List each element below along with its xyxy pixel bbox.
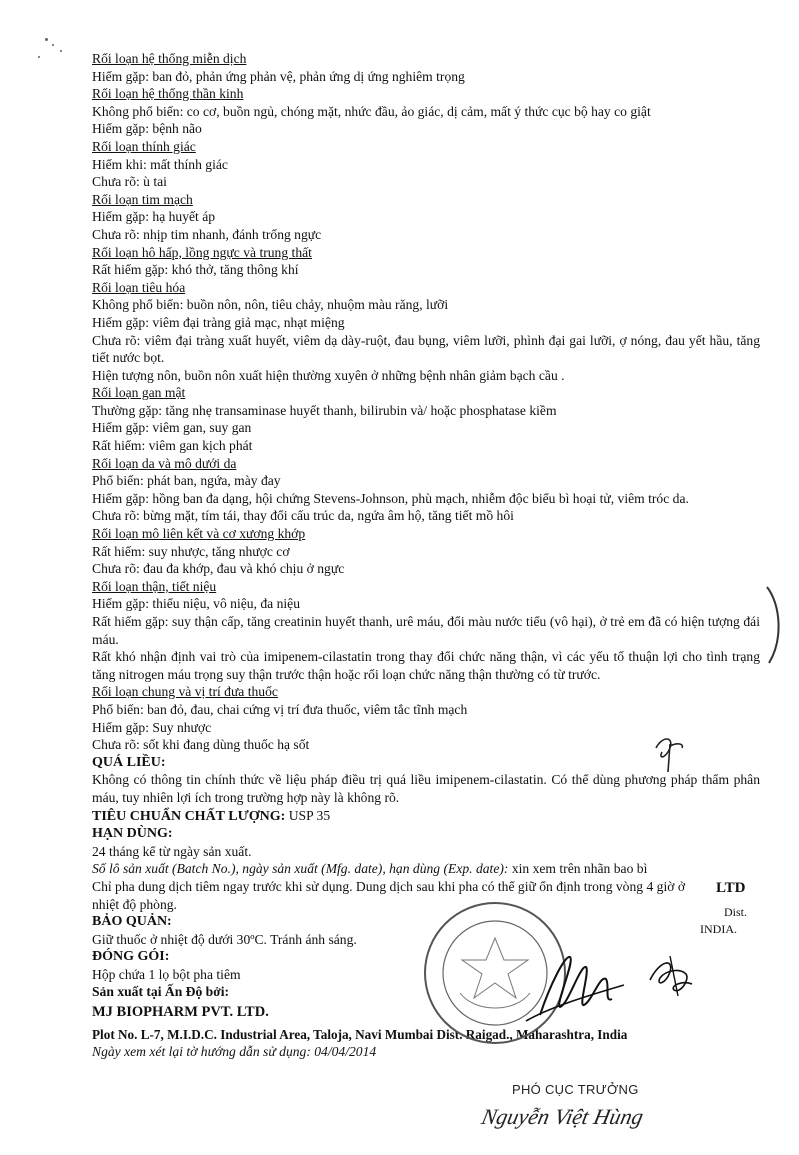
scan-speck <box>38 56 40 58</box>
manufacturer-name: MJ BIOPHARM PVT. LTD. <box>92 1004 269 1021</box>
section-line: Rất hiếm gặp: khó thở, tăng thông khí <box>92 262 299 278</box>
stamp-india: INDIA. <box>700 922 737 936</box>
section-title: Rối loạn hệ thống miễn dịch <box>92 51 247 66</box>
overdose-text: Không có thông tin chính thức về liệu pháp điều trị quá liều imipenem-cilastatin. Có thể dùng phương pháp thẩm phân máu, tuy nhiên lợi ích trong trường hợp này là không rõ. <box>92 772 760 805</box>
expiry-line: 24 tháng kể từ ngày sản xuất. <box>92 843 252 859</box>
section-line: Phổ biến: ban đỏ, đau, chai cứng vị trí đưa thuốc, viêm tắc tĩnh mạch <box>92 701 468 717</box>
section-line: Hiếm gặp: Suy nhược <box>92 719 212 735</box>
scan-speck <box>45 38 48 41</box>
section-title: Rối loạn mô liên kết và cơ xương khớp <box>92 526 306 542</box>
storage-text: Giữ thuốc ở nhiệt độ dưới 30ºC. Tránh ánh sáng. <box>92 931 357 947</box>
section-line: Hiếm gặp: viêm gan, suy gan <box>92 420 252 436</box>
section-line: Hiếm khi: mất thính giác <box>92 156 228 172</box>
section-line: Thường gặp: tăng nhẹ transaminase huyết thanh, bilirubin và/ hoặc phosphatase kiềm <box>92 402 557 418</box>
section-title: Rối loạn da và mô dưới da <box>92 455 237 471</box>
manufacturer-address: Plot No. L-7, M.I.D.C. Industrial Area, Taloja, Navi Mumbai Dist. Raigad., Maharashtra, India <box>92 1026 628 1042</box>
scan-speck <box>60 50 62 52</box>
quality-heading: TIÊU CHUẨN CHẤT LƯỢNG: <box>92 808 286 824</box>
packaging-text: Hộp chứa 1 lọ bột pha tiêm <box>92 966 241 982</box>
section-title: Rối loạn thính giác <box>92 138 196 154</box>
section-line: Hiếm gặp: bệnh não <box>92 121 202 137</box>
expiry-heading: HẠN DÙNG: <box>92 826 173 842</box>
batch-text: xin xem trên nhãn bao bì <box>508 861 648 877</box>
section-line: Rất khó nhận định vai trò của imipenem-cilastatin trong thay đổi chức năng thận, vì các yếu tố thuận lợi cho tình trạng tăng nitrogen máu trọng suy thận trước thận hoặc rối loạn chức năng thận thường có từ trước. <box>92 649 760 682</box>
section-line: Chưa rõ: sốt khi đang dùng thuốc hạ sốt <box>92 737 310 753</box>
initial-signature-icon <box>648 730 688 775</box>
section-title: Rối loạn gan mật <box>92 385 186 401</box>
section-line: Chưa rõ: viêm đại tràng xuất huyết, viêm dạ dày-ruột, đau bụng, viêm lưỡi, phình đại gai lưỡi, ợ nóng, đau yết hầu, tăng tiết nước bọt. <box>92 332 760 366</box>
reconstitution-line: Chỉ pha dung dịch tiêm ngay trước khi sử dụng. Dung dịch sau khi pha có thể giữ ổn định trong vòng 4 giờ ở nhiệt độ phòng. <box>92 878 686 912</box>
manufacturer-label: Sản xuất tại Ấn Độ bởi: <box>92 984 230 1000</box>
packaging-heading: ĐÓNG GÓI: <box>92 949 170 965</box>
batch-line <box>92 860 760 878</box>
stamp-dist: Dist. <box>724 905 748 919</box>
section-title: Rối loạn thận, tiết niệu <box>92 578 217 594</box>
section-line: Hiếm gặp: viêm đại tràng giả mạc, nhạt miệng <box>92 314 345 330</box>
company-signature-icon <box>640 950 700 1000</box>
section-line: Hiện tượng nôn, buồn nôn xuất hiện thường xuyên ở những bệnh nhân giảm bạch cầu . <box>92 367 565 383</box>
stamp-ltd: LTD <box>716 880 746 896</box>
section-title: Rối loạn tim mạch <box>92 191 193 207</box>
section-line: Không phổ biến: buồn nôn, nôn, tiêu chảy, nhuộm màu răng, lưỡi <box>92 297 449 313</box>
section-line: Hiếm gặp: thiểu niệu, vô niệu, đa niệu <box>92 596 301 612</box>
section-title: Rối loạn chung và vị trí đưa thuốc <box>92 684 278 700</box>
section-line: Rất hiếm: viêm gan kịch phát <box>92 438 253 454</box>
section-line: Chưa rõ: bừng mặt, tím tái, thay đổi cấu trúc da, ngứa âm hộ, tăng tiết mồ hôi <box>92 508 514 524</box>
official-name: Nguyễn Việt Hùng <box>479 1104 646 1129</box>
section-line: Hiếm gặp: ban đỏ, phản ứng phản vệ, phản ứng dị ứng nghiêm trọng <box>92 68 465 84</box>
quality-line <box>92 807 760 826</box>
section-line: Hiếm gặp: hồng ban đa dạng, hội chứng Stevens-Johnson, phù mạch, nhiễm độc biểu bì hoại tử, viêm tróc da. <box>92 490 689 506</box>
section-line: Chưa rõ: đau đa khớp, đau và khó chịu ở ngực <box>92 561 345 577</box>
section-title: Rối loạn hô hấp, lồng ngực và trung thất <box>92 244 312 260</box>
section-line: Chưa rõ: ù tai <box>92 174 167 190</box>
section-title: Rối loạn tiêu hóa <box>92 279 186 295</box>
section-line: Phổ biến: phát ban, ngứa, mày đay <box>92 473 281 489</box>
section-line: Không phổ biến: co cơ, buồn ngủ, chóng mặt, nhức đầu, ảo giác, dị cảm, mất ý thức cục bộ hay co giật <box>92 103 651 119</box>
review-date: Ngày xem xét lại tờ hướng dẫn sử dụng: 04/04/2014 <box>92 1044 377 1060</box>
batch-label: Số lô sản xuất (Batch No.), ngày sản xuất (Mfg. date), hạn dùng (Exp. date): <box>92 861 509 877</box>
section-title: Rối loạn hệ thống thần kinh <box>92 86 244 102</box>
official-title: PHÓ CỤC TRƯỞNG <box>512 1082 639 1097</box>
edge-scan-mark <box>763 585 785 665</box>
section-line: Chưa rõ: nhịp tim nhanh, đánh trống ngực <box>92 226 322 242</box>
section-line: Rất hiếm gặp: suy thận cấp, tăng creatinin huyết thanh, urê máu, đổi màu nước tiểu (vô hại), ở trẻ em đã có hiện tượng đái máu. <box>92 614 760 647</box>
quality-value: USP 35 <box>285 807 331 823</box>
storage-heading: BẢO QUẢN: <box>92 914 172 930</box>
director-signature-icon <box>520 945 630 1025</box>
section-line: Hiếm gặp: hạ huyết áp <box>92 209 216 225</box>
scan-speck <box>52 44 54 46</box>
overdose-heading: QUÁ LIỀU: <box>92 754 166 770</box>
section-line: Rất hiếm: suy nhược, tăng nhược cơ <box>92 543 290 559</box>
